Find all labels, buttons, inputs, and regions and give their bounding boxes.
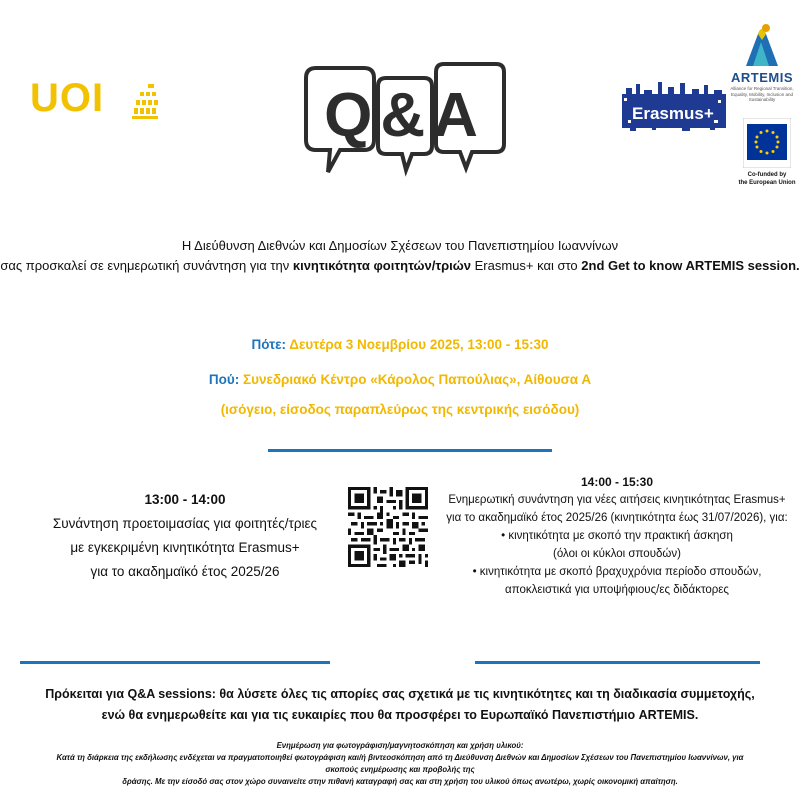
artemis-logo <box>730 12 794 112</box>
divider-top <box>268 449 552 452</box>
right-session-line-2: για το ακαδημαϊκό έτος 2025/26 (κινητικότητα έως 31/07/2026), για: <box>446 512 788 524</box>
uoi-logo-text: UOI <box>30 76 105 120</box>
left-session <box>20 488 350 584</box>
intro-line-2-part-b: κινητικότητα φοιτητών/τριών <box>292 258 471 273</box>
bottom-summary <box>0 684 800 726</box>
qa-logo-text: Q&A <box>324 81 486 150</box>
right-session-line-6: αποκλειστικά για υποψήφιους/ες διδάκτορες <box>505 584 729 596</box>
erasmus-logo-text: Erasmus+ <box>632 104 714 123</box>
uoi-emblem-icon <box>118 82 160 124</box>
erasmus-logo <box>622 80 726 132</box>
left-session-time: 13:00 - 14:00 <box>144 492 226 507</box>
where-line <box>0 370 800 390</box>
bottom-line-2: ενώ θα ενημερωθείτε και για τις ευκαιρίες που θα προσφέρει το Ευρωπαϊκό Πανεπιστήμιο ARTEMIS. <box>101 708 699 722</box>
bottom-line-1: Πρόκειται για Q&A sessions: θα λύσετε όλες τις απορίες σας σχετικά με τις κινητικότητες και τη διαδικασία συμμετοχής, <box>45 687 755 701</box>
artemis-mountain-icon <box>744 20 780 68</box>
when-line <box>0 337 800 352</box>
artemis-logo-text: ARTEMIS <box>731 70 793 85</box>
intro-line-2-part-d: 2nd Get to know ARTEMIS session. <box>581 258 800 273</box>
uoi-logo <box>30 74 150 134</box>
intro-line-2-part-a: σας προσκαλεί σε ενημερωτική συνάντηση για την <box>0 258 293 273</box>
artemis-logo-subtitle: Alliance for Regional Transition, Equality, Mobility, Inclusion and Sustainability <box>730 86 794 102</box>
right-session-line-4: (όλοι οι κύκλοι σπουδών) <box>553 548 681 560</box>
where-label: Πού: <box>208 372 240 387</box>
qr-code-icon[interactable] <box>348 487 428 567</box>
eu-caption-line-1: Co-funded by <box>747 172 787 178</box>
divider-right <box>475 661 760 664</box>
eu-caption-line-2: the European Union <box>738 180 796 186</box>
photo-notice-line-1: Κατά τη διάρκεια της εκδήλωσης ενδέχεται να πραγματοποιηθεί φωτογράφιση και/ή βιντεοσκόπηση από τη Διεύθυνση Διεθνών και Δημοσίων Σχέσεων του Πανεπιστημίου Ιωαννίνων, για σκοπούς ενημέρωσης και προβολής της <box>56 753 744 774</box>
intro-line-1: Η Διεύθυνση Διεθνών και Δημοσίων Σχέσεων του Πανεπιστημίου Ιωαννίνων <box>181 238 619 253</box>
left-session-line-2: με εγκεκριμένη κινητικότητα Erasmus+ <box>70 540 300 555</box>
photo-notice-line-2: δράσης. Με την είσοδό σας στον χώρο συναινείτε στην πιθανή καταγραφή σας και στη χρήση του υλικού όπως ανωτέρω, χωρίς οικονομική απαίτηση. <box>122 777 678 786</box>
where-value: Συνεδριακό Κέντρο «Κάρολος Παπούλιας», Αίθουσα Α <box>239 372 592 387</box>
intro-line-2-part-c: Erasmus+ και στο <box>471 258 582 273</box>
left-session-line-1: Συνάντηση προετοιμασίας για φοιτητές/τριες <box>52 516 318 531</box>
qa-bubbles-logo <box>300 60 510 190</box>
intro-line-2 <box>0 256 800 276</box>
divider-left <box>20 661 330 664</box>
eu-cofunded-logo <box>738 118 796 208</box>
photo-notice-title: Ενημέρωση για φωτογράφιση/μαγνητοσκόπηση και χρήση υλικού: <box>276 741 524 750</box>
right-session-time: 14:00 - 15:30 <box>580 475 654 489</box>
when-label: Πότε: <box>251 337 287 352</box>
intro-text <box>0 236 800 276</box>
right-session-line-3: • κινητικότητα με σκοπό την πρακτική άσκηση <box>501 530 733 542</box>
right-session <box>432 473 800 599</box>
eu-cofunded-caption <box>737 171 797 187</box>
photo-notice <box>40 740 760 788</box>
where-note: (ισόγειο, είσοδος παραπλεύρως της κεντρικής εισόδου) <box>220 402 580 417</box>
right-session-line-5: • κινητικότητα με σκοπό βραχυχρόνια περίοδο σπουδών, <box>472 566 762 578</box>
when-value: Δευτέρα 3 Νοεμβρίου 2025, 13:00 - 15:30 <box>286 337 549 352</box>
left-session-line-3: για το ακαδημαϊκό έτος 2025/26 <box>90 564 280 579</box>
eu-flag-icon <box>743 118 791 168</box>
right-session-line-1: Ενημερωτική συνάντηση για νέες αιτήσεις κινητικότητας Erasmus+ <box>448 494 786 506</box>
